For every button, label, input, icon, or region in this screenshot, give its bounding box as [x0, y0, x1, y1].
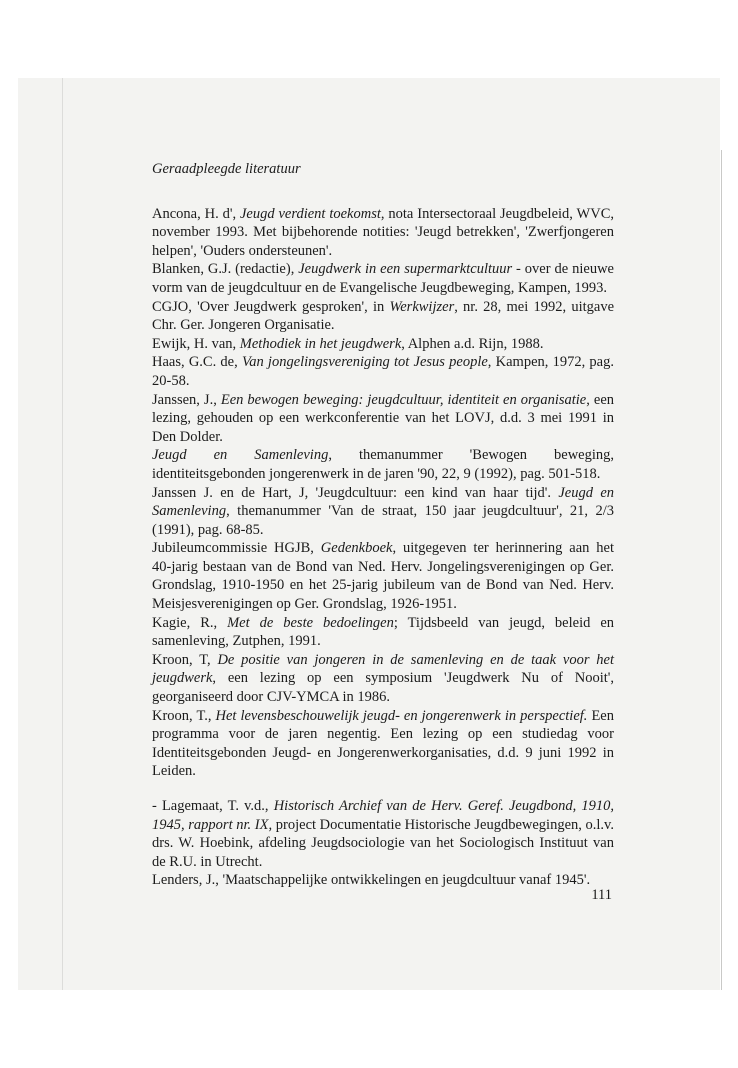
bibliography [152, 160, 614, 890]
reference-entry: Kagie, R., Met de beste bedoelingen; Tijdsbeeld van jeugd, beleid en samenleving, Zutphen, 1991. [152, 614, 615, 650]
reference-entry: Janssen, J., Een bewogen beweging: jeugdcultuur, identiteit en organisatie, een lezing, gehouden op een werkconferentie van het LOVJ, d.d. 3 mei 1991 in Den Dolder. [152, 391, 615, 445]
reference-entry: Kroon, T., Het levensbeschouwelijk jeugd- en jongerenwerk in perspectief. Een programma voor de jaren negentig. Een lezing op een studiedag voor Identiteitsgebonden Jeugd- en Jongerenwerkorganisaties, d.d. 9 juni 1992 in Leiden. [152, 707, 614, 780]
reference-entry: Kroon, T, De positie van jongeren in de samenleving en de taak voor het jeugdwerk, een lezing op een symposium 'Jeugdwerk Nu of Nooit', georganiseerd door CJV-YMCA in 1986. [152, 651, 614, 706]
reference-entry: Jeugd en Samenleving, themanummer 'Bewogen beweging, identiteitsgebonden jongerenwerk in de jaren '90, 22, 9 (1992), pag. 501-518. [152, 447, 614, 482]
page-number: 111 [591, 887, 612, 903]
page-edge-left [62, 78, 63, 990]
reference-entry: Lenders, J., 'Maatschappelijke ontwikkelingen en jeugdcultuur vanaf 1945'. [152, 872, 591, 889]
reference-entry: Ewijk, H. van, Methodiek in het jeugdwerk, Alphen a.d. Rijn, 1988. [152, 335, 544, 352]
reference-entry: Jubileumcommissie HGJB, Gedenkboek, uitgegeven ter herinnering aan het 40-jarig bestaan van de Bond van Ned. Herv. Jongelingsverenigingen op Ger. Grondslag, 1910-1950 en het 25-jarig jubileum van de Bond van Ned. Herv. Meisjesverenigingen op Ger. Grondslag, 1926-1951. [152, 540, 614, 613]
reference-entry: Haas, G.C. de, Van jongelingsvereniging tot Jesus people, Kampen, 1972, pag. 20-58. [152, 354, 614, 389]
reference-entry: CGJO, 'Over Jeugdwerk gesproken', in Werkwijzer, nr. 28, mei 1992, uitgave Chr. Ger. Jongeren Organisatie. [152, 298, 615, 334]
reference-entry: Blanken, G.J. (redactie), Jeugdwerk in een supermarktcultuur - over de nieuwe vorm van de jeugdcultuur en de Evangelische Jeugdbeweging, Kampen, 1993. [152, 261, 614, 296]
page-edge-right [721, 150, 722, 990]
reference-entry: - Lagemaat, T. v.d., Historisch Archief van de Herv. Geref. Jeugdbond, 1910, 1945, rapport nr. IX, project Documentatie Historische Jeugdbewegingen, o.l.v. drs. W. Hoebink, afdeling Jeugdsociologie van het Sociologisch Instituut van de R.U. in Utrecht. [152, 798, 614, 870]
reference-entry: Janssen J. en de Hart, J, 'Jeugdcultuur: een kind van haar tijd'. Jeugd en Samenleving, themanummer 'Van de straat, 150 jaar jeugdcultuur', 21, 2/3 (1991), pag. 68-85. [152, 484, 615, 538]
reference-entry: Ancona, H. d', Jeugd verdient toekomst, nota Intersectoraal Jeugdbeleid, WVC, november 1993. Met bijbehorende notities: 'Jeugd betrekken', 'Zwerfjongeren helpen', 'Ouders ondersteunen'. [152, 205, 614, 259]
section-heading: Geraadpleegde literatuur [152, 161, 301, 177]
